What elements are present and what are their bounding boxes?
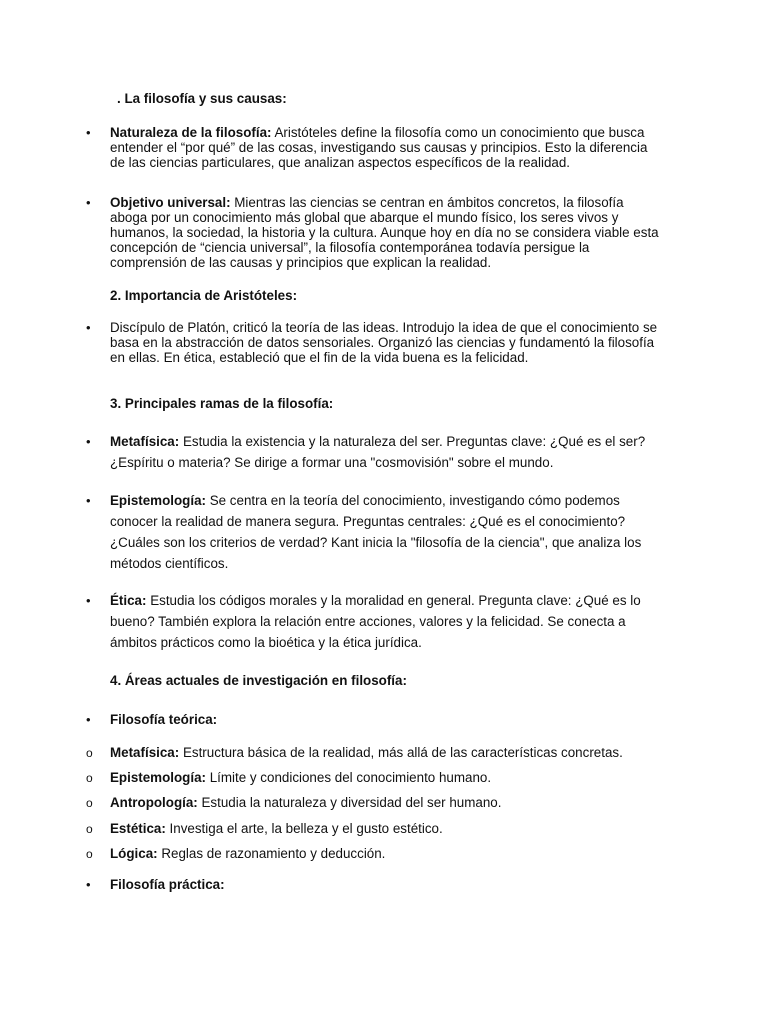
- sub-bullet-marker: o: [86, 746, 93, 760]
- list-item: [110, 490, 660, 574]
- item-term: Ética:: [110, 593, 147, 608]
- item-text: Investiga el arte, la belleza y el gusto estético.: [165, 821, 443, 836]
- list-item: [110, 712, 660, 727]
- item-term: Metafísica:: [110, 434, 180, 449]
- item-term: Estética:: [110, 821, 166, 836]
- sub-bullet-marker: o: [86, 771, 93, 785]
- sub-bullet-marker: o: [86, 822, 93, 836]
- list-item: [110, 195, 660, 270]
- item-text: Discípulo de Platón, criticó la teoría de las ideas. Introdujo la idea de que el conocimiento se basa en la abstracción de datos sensoriales. Organizó las ciencias y fundamentó la filosofía en ellas. En ética, estableció que el fin de la vida buena es la felicidad.: [110, 320, 658, 365]
- item-term: Metafísica:: [110, 745, 180, 760]
- item-text: Estudia los códigos morales y la moralidad en general. Pregunta clave: ¿Qué es lo bueno? También explora la relación entre acciones, valores y la felicidad. Se conecta a ámbitos prácticos como la bioética y la ética jurídica.: [110, 593, 641, 650]
- bullet-marker: •: [86, 320, 91, 335]
- item-text: Reglas de razonamiento y deducción.: [157, 846, 386, 861]
- sub-bullet-marker: o: [86, 796, 93, 810]
- item-text: Mientras las ciencias se centran en ámbitos concretos, la filosofía aboga por un conocimiento más global que abarque el mundo físico, los seres vivos y humanos, la sociedad, la historia y la cultura. Aunque hoy en día no se considera viable esta concepción de “ciencia universal”, la filosofía contemporánea todavía persigue la comprensión de las causas y principios que explican la realidad.: [110, 195, 659, 270]
- bullet-marker: •: [86, 593, 91, 608]
- section-heading: 4. Áreas actuales de investigación en filosofía:: [110, 673, 407, 688]
- section-heading: 2. Importancia de Aristóteles:: [110, 288, 298, 303]
- list-item: [110, 125, 660, 170]
- item-text: Límite y condiciones del conocimiento humano.: [205, 770, 492, 785]
- sub-list-item: [110, 795, 670, 810]
- bullet-marker: •: [86, 493, 91, 508]
- sub-list-item: [110, 821, 670, 836]
- sub-list-item: [110, 770, 670, 785]
- item-text: Aristóteles define la filosofía como un conocimiento que busca entender el “por qué” de las cosas, investigando sus causas y principios. Esto la diferencia de las ciencias particulares, que analizan aspectos específicos de la realidad.: [110, 125, 648, 170]
- list-item: [110, 877, 660, 892]
- list-item: [110, 320, 660, 365]
- sub-list-item: [110, 846, 670, 861]
- bullet-marker: •: [86, 877, 91, 892]
- bullet-marker: •: [86, 125, 91, 140]
- item-term: Epistemología:: [110, 493, 206, 508]
- sub-bullet-marker: o: [86, 847, 93, 861]
- subsection-label: Filosofía teórica:: [110, 712, 218, 727]
- item-text: Estudia la existencia y la naturaleza del ser. Preguntas clave: ¿Qué es el ser? ¿Espíritu o materia? Se dirige a formar una "cosmovisión" sobre el mundo.: [110, 434, 646, 470]
- item-text: Estudia la naturaleza y diversidad del ser humano.: [197, 795, 502, 810]
- subsection-label: Filosofía práctica:: [110, 877, 225, 892]
- list-item: [110, 590, 660, 653]
- item-term: Objetivo universal:: [110, 195, 231, 210]
- sub-list-item: [110, 745, 670, 760]
- item-text: Estructura básica de la realidad, más allá de las características concretas.: [179, 745, 623, 760]
- item-term: Lógica:: [110, 846, 158, 861]
- item-term: Epistemología:: [110, 770, 206, 785]
- item-text: Se centra en la teoría del conocimiento, investigando cómo podemos conocer la realidad de manera segura. Preguntas centrales: ¿Qué es el conocimiento? ¿Cuáles son los criterios de verdad? Kant inicia la "filosofía de la ciencia", que analiza los métodos científicos.: [110, 493, 642, 571]
- list-item: [110, 431, 660, 473]
- section-heading: . La filosofía y sus causas:: [117, 91, 287, 106]
- item-term: Naturaleza de la filosofía:: [110, 125, 272, 140]
- bullet-marker: •: [86, 712, 91, 727]
- item-term: Antropología:: [110, 795, 198, 810]
- bullet-marker: •: [86, 434, 91, 449]
- section-heading: 3. Principales ramas de la filosofía:: [110, 396, 334, 411]
- bullet-marker: •: [86, 195, 91, 210]
